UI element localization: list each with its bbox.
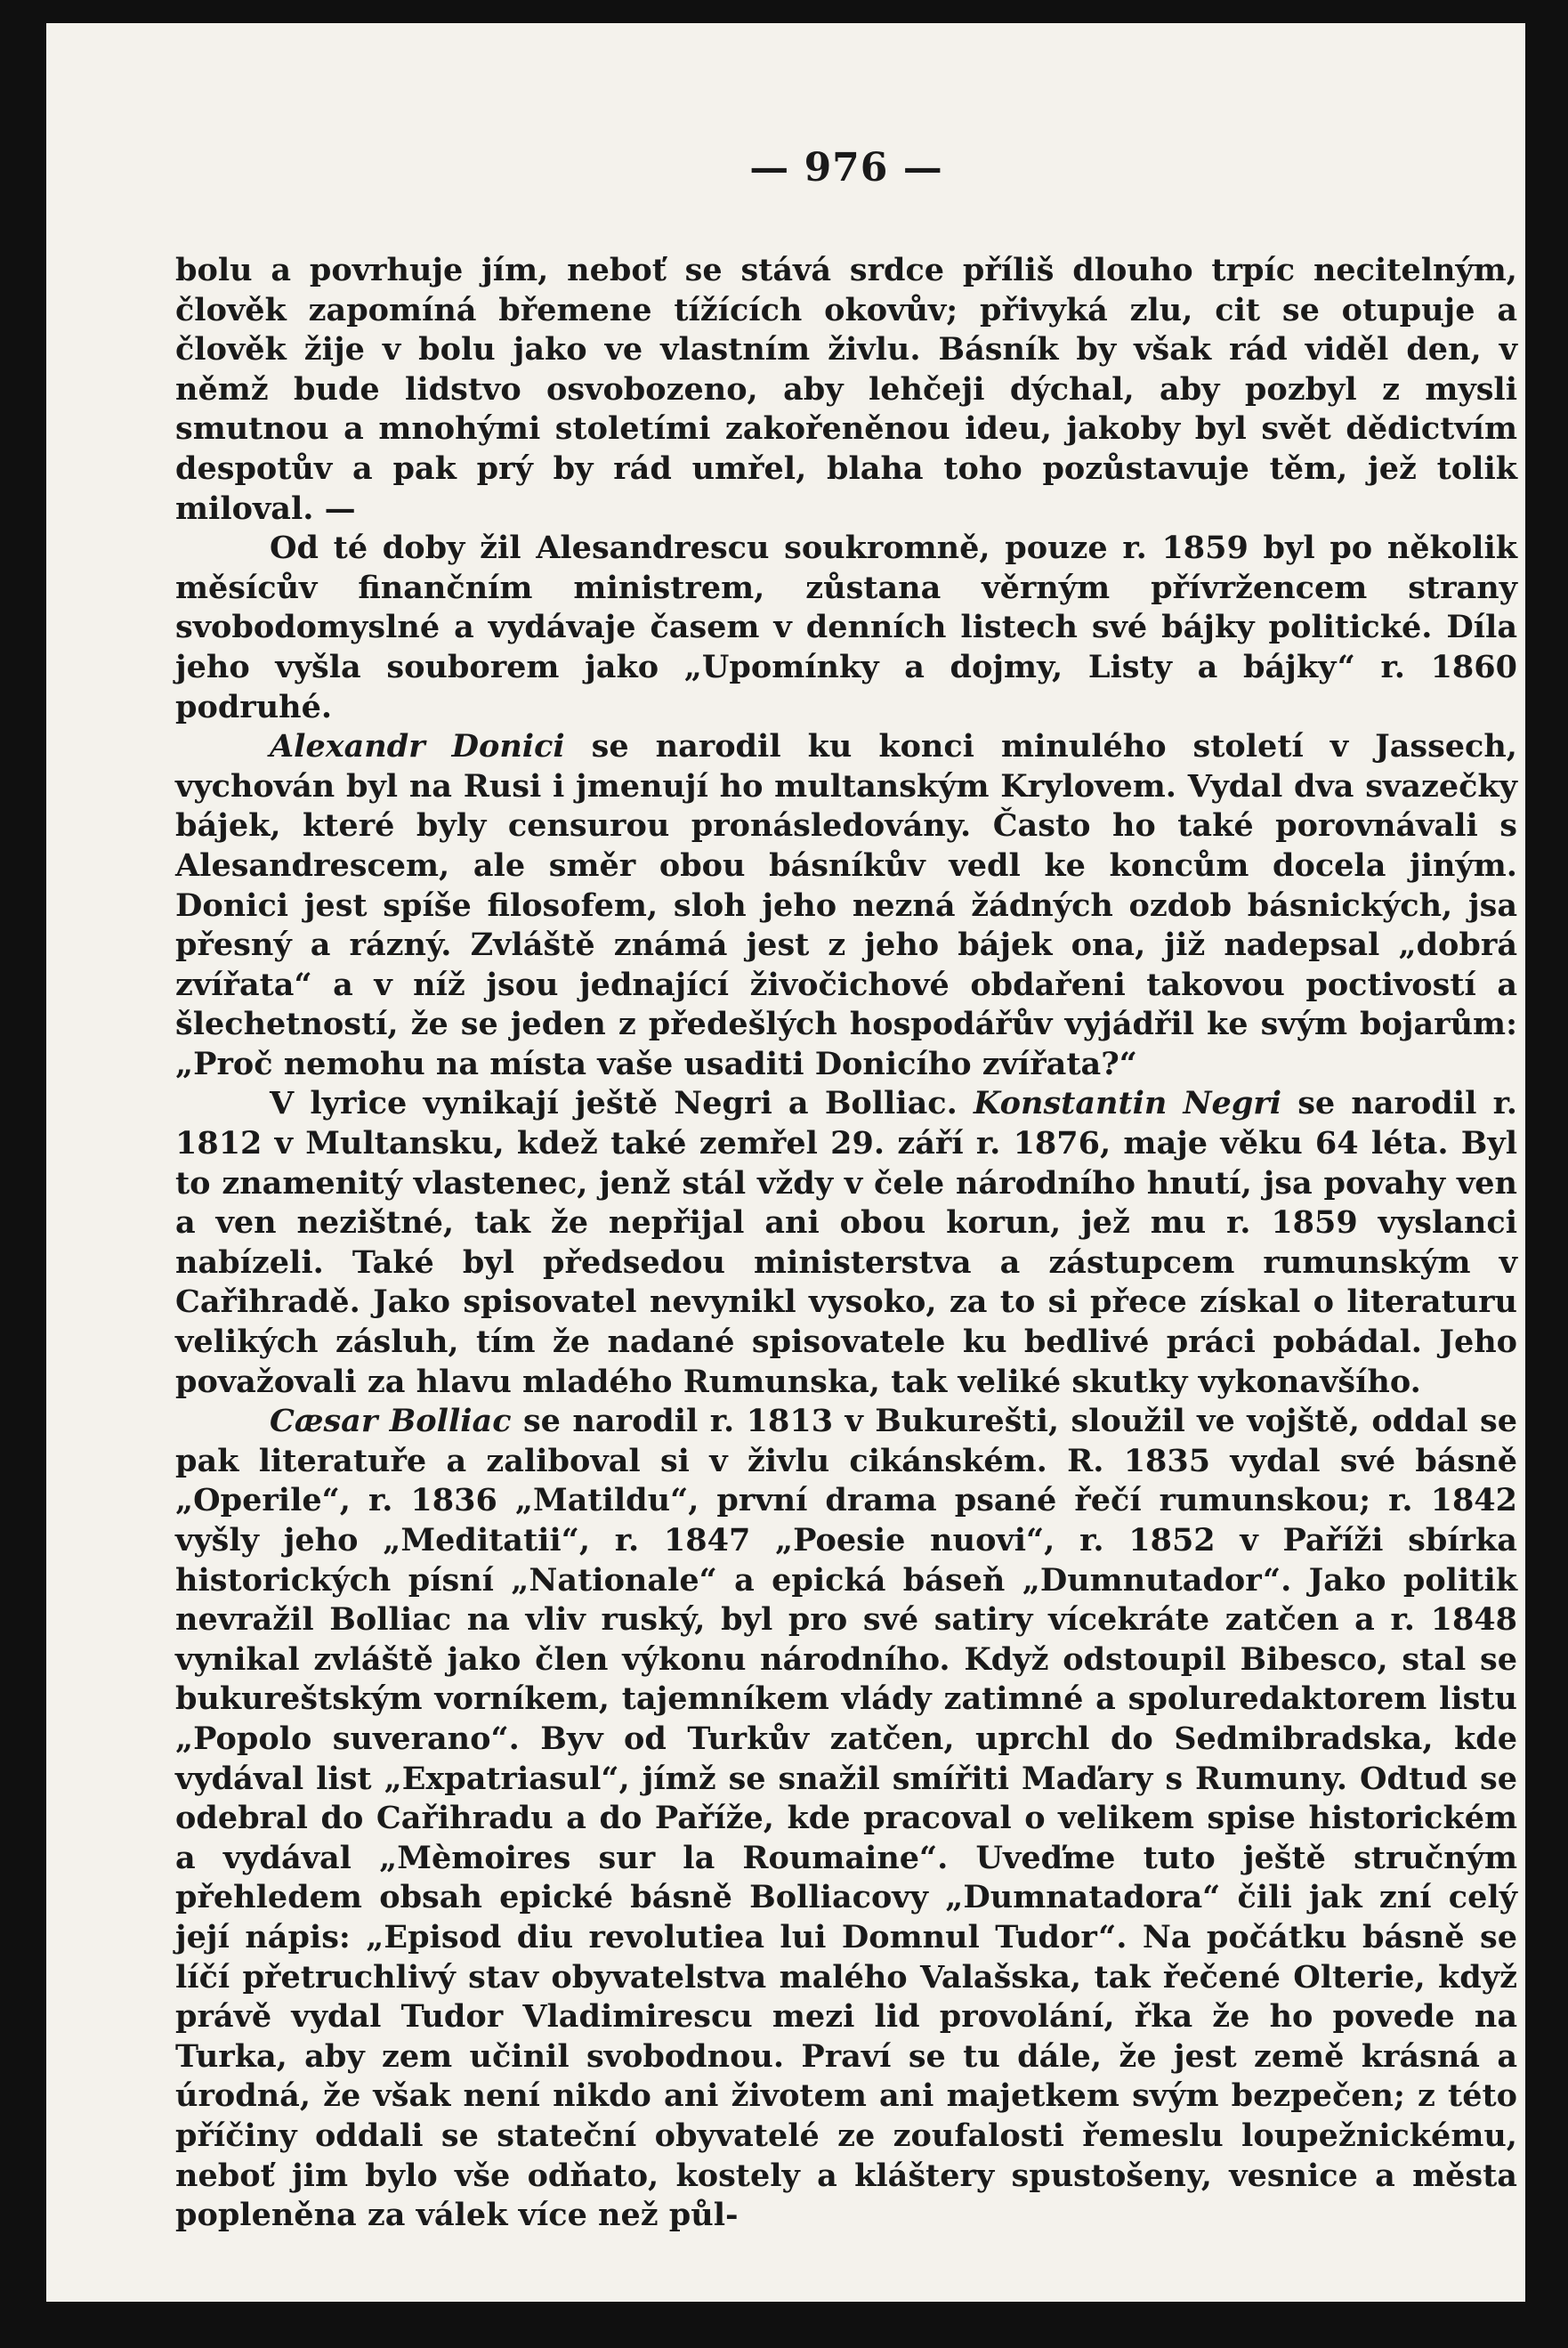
text-run: Od té doby žil Alesandrescu soukromně, pouze r. 1859 byl po několik měsícův finančním ministrem, zůstana věrným přívržencem strany svobodomyslné a vydávaje časem v denních listech své bájky politické. Díla jeho vyšla souborem jako „Upomínky a dojmy, Listy a bájky“ r. 1860 podruhé.	[175, 530, 1517, 725]
scanned-page	[46, 23, 1525, 2302]
text-run: se narodil r. 1812 v Multansku, kdež také zemřel 29. září r. 1876, maje věku 64 léta. Byl to znamenitý vlastenec, jenž stál vždy v čele národního hnutí, jsa povahy ven a ven nezištné, tak že nepřijal ani obou korun, jež mu r. 1859 vyslanci nabízeli. Také byl předsedou ministerstva a zástupcem rumunským v Cařihradě. Jako spisovatel nevynikl vysoko, za to si přece získal o literaturu velikých zásluh, tím že nadané spisovatele ku bedlivé práci pobádal. Jeho považovali za hlavu mladého Rumunska, tak veliké skutky vykonavšího.	[175, 1085, 1517, 1400]
person-name: Konstantin Negri	[974, 1085, 1282, 1122]
person-name: Alexandr Donici	[270, 728, 565, 765]
text-run: V lyrice vynikají ještě Negri a Bolliac.	[270, 1085, 974, 1122]
text-run: se narodil r. 1813 v Bukurešti, sloužil ve vojště, oddal se pak literatuře a zaliboval si v živlu cikánském. R. 1835 vydal své básně „Operile“, r. 1836 „Matildu“, první drama psané řečí rumunskou; r. 1842 vyšly jeho „Meditatii“, r. 1847 „Poesie nuovi“, r. 1852 v Paříži sbírka historických písní „Nationale“ a epická báseň „Dumnutador“. Jako politik nevražil Bolliac na vliv ruský, byl pro své satiry vícekráte zatčen a r. 1848 vynikal zvláště jako člen výkonu národního. Když odstoupil Bibesco, stal se bukureštským vorníkem, tajemníkem vlády zatimné a spoluredaktorem listu „Popolo suverano“. Byv od Turkův zatčen, uprchl do Sedmibradska, kde vydával list „Expatriasul“, jímž se snažil smířiti Maďary s Rumuny. Odtud se odebral do Cařihradu a do Paříže, kde pracoval o velikem spise historickém a vydával „Mèmoires sur la Roumaine“. Uveďme tuto ještě stručným přehledem obsah epické básně Bolliacovy „Dumnatadora“ čili jak zní celý její nápis: „Episod diu revolutiea lui Domnul Tudor“. Na počátku básně se líčí přetruchlivý stav obyvatelstva malého Valašska, tak řečené Olterie, když právě vydal Tudor Vladimirescu mezi lid provolání, řka že ho povede na Turka, aby zem učinil svobodnou. Praví se tu dále, že jest země krásná a úrodná, že však není nikdo ani životem ani majetkem svým bezpečen; z této příčiny oddali se stateční obyvatelé ze zoufalosti řemeslu loupežnickému, neboť jim bylo vše odňato, kostely a kláštery spustošeny, vesnice a města popleněna za válek více než půl-	[175, 1403, 1517, 2234]
text-run: se narodil ku konci minulého století v Jassech, vychován byl na Rusi i jmenují ho multanským Krylovem. Vydal dva svazečky bájek, které byly censurou pronásledovány. Často ho také porovnávali s Alesandrescem, ale směr obou básníkův vedl ke koncům docela jiným. Donici jest spíše filosofem, sloh jeho nezná žádných ozdob básnických, jsa přesný a rázný. Zvláště známá jest z jeho bájek ona, již nadepsal „dobrá zvířata“ a v níž jsou jednající živočichové obdařeni takovou poctivostí a šlechetností, že se jeden z předešlých hospodářův vyjádřil ke svým bojarům: „Proč nemohu na místa vaše usaditi Donicího zvířata?“	[175, 728, 1517, 1082]
person-name: Cæsar Bolliac	[270, 1403, 512, 1440]
paragraph	[175, 251, 1517, 529]
paragraph	[175, 1084, 1517, 1402]
paragraph	[175, 1402, 1517, 2235]
body-text	[175, 251, 1517, 2236]
text-run: bolu a povrhuje jím, neboť se stává srdce příliš dlouho trpíc necitelným, člověk zapomíná břemene tížících okovův; přivyká zlu, cit se otupuje a člověk žije v bolu jako ve vlastním živlu. Básník by však rád viděl den, v němž bude lidstvo osvobozeno, aby lehčeji dýchal, aby pozbyl z mysli smutnou a mnohými stoletími zakořeněnou ideu, jakoby byl svět dědictvím despotův a pak prý by rád umřel, blaha toho pozůstavuje těm, jež tolik miloval. —	[175, 252, 1517, 527]
page-number: — 976 —	[749, 145, 943, 190]
page-content	[175, 128, 1517, 2236]
paragraph	[175, 727, 1517, 1084]
paragraph	[175, 529, 1517, 727]
